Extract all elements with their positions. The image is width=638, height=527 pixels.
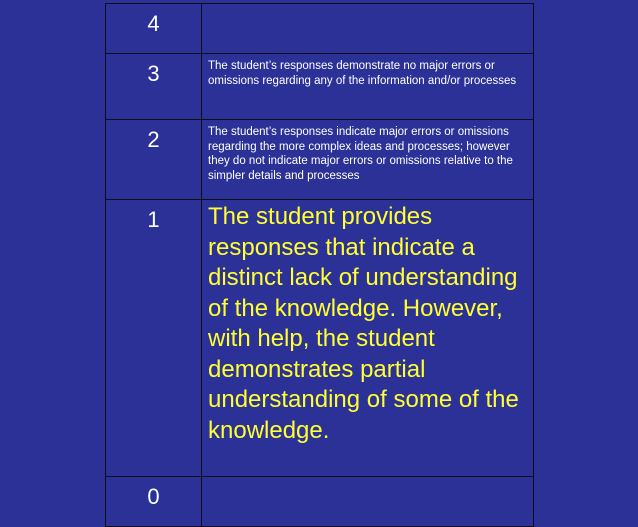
description-cell: The student’s responses demonstrate no major errors or omissions regarding any of the information and/or processes bbox=[202, 54, 534, 120]
description-cell bbox=[202, 4, 534, 54]
score-cell: 4 bbox=[106, 4, 202, 54]
description-cell: The student’s responses indicate major errors or omissions regarding the more complex ideas and processes; however they do not indicate major errors or omissions relative to the simpler details and processes bbox=[202, 120, 534, 200]
rubric-row-0 bbox=[106, 477, 534, 527]
rubric-row-2 bbox=[106, 120, 534, 200]
description-cell bbox=[202, 477, 534, 527]
score-cell: 1 bbox=[106, 200, 202, 477]
rubric-row-1 bbox=[106, 200, 534, 477]
score-cell: 0 bbox=[106, 477, 202, 527]
rubric-row-3 bbox=[106, 54, 534, 120]
rubric-row-4 bbox=[106, 4, 534, 54]
score-cell: 3 bbox=[106, 54, 202, 120]
rubric-table bbox=[105, 3, 534, 527]
score-cell: 2 bbox=[106, 120, 202, 200]
description-cell-highlighted: The student provides responses that indicate a distinct lack of understanding of the knowledge. However, with help, the student demonstrates partial understanding of some of the knowledge. bbox=[202, 200, 534, 477]
